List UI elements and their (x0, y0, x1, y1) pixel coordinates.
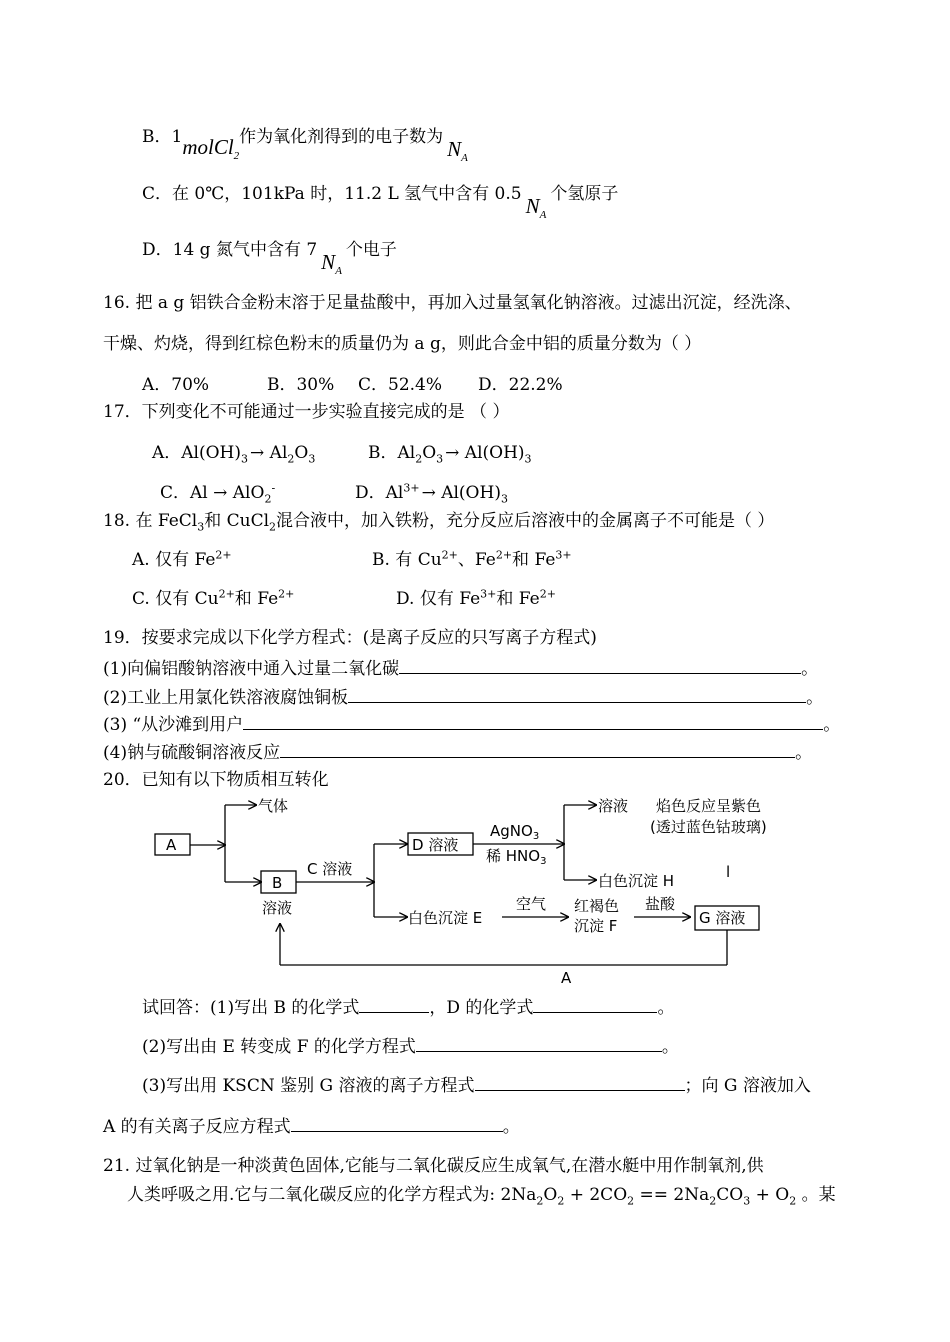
answer-blank[interactable] (291, 1115, 503, 1132)
q16-line1: 16. 把 a g 铝铁合金粉末溶于足量盐酸中，再加入过量氢氧化钠溶液。过滤出沉淀，经洗涤、 (103, 293, 802, 313)
q18-option-d: D. 仅有 $Fe^{3+}$和 $Fe^{2+}$ (396, 587, 556, 609)
label-gas: 气体 (258, 797, 289, 815)
label-white-precipitate-h: 白色沉淀 H (598, 872, 675, 890)
q20-part3-cont: A 的有关离子反应方程式 。 (103, 1117, 520, 1137)
q21-line2: 人类呼吸之用.它与二氧化碳反应的化学方程式为: $2Na_2O_2 + 2CO_2 == 2Na_2CO_3 + O_2$ 。某 (127, 1185, 836, 1208)
mol-cl2-formula: molCl$_2$ (182, 135, 240, 163)
answer-blank[interactable] (475, 1074, 685, 1091)
na-symbol: $N_A$ (525, 194, 547, 222)
q19-part4: (4)钠与硫酸铜溶液反应 。 (103, 743, 813, 763)
na-symbol: $N_A$ (321, 250, 342, 278)
label-solution: 溶液 (598, 797, 629, 815)
q20-part3: (3)写出用 KSCN 鉴别 G 溶液的离子方程式 ；向 G 溶液加入 (142, 1076, 811, 1096)
label-a: A (166, 836, 177, 854)
answer-blank[interactable] (416, 1035, 662, 1052)
q17-option-a: A．$Al(OH)_3 \to Al_2O_3$ (152, 443, 316, 466)
label-d-solution: D 溶液 (412, 836, 459, 854)
q17-option-d: D．$Al^{3+} \to Al(OH)_3$ (355, 481, 508, 506)
answer-blank[interactable] (280, 741, 795, 758)
label-air: 空气 (516, 895, 547, 913)
label-g-solution: G 溶液 (699, 909, 746, 927)
answer-blank[interactable] (533, 996, 657, 1013)
label-bottom-a: A (561, 969, 572, 987)
label-red-brown: 红褐色 (574, 897, 620, 915)
label-b: B (272, 874, 283, 892)
q15-option-b: B．1molCl$_2$作为氧化剂得到的电子数为 $N_A$ (142, 127, 468, 165)
label-hno3: 稀 $HNO_3$ (486, 847, 547, 867)
label-hcl: 盐酸 (645, 895, 676, 913)
q19-part2: (2)工业上用氯化铁溶液腐蚀铜板 。 (103, 688, 824, 708)
q18-option-a: A. 仅有 $Fe^{2+}$ (132, 548, 232, 570)
q16-option-b: B．30% (267, 375, 335, 395)
q16-option-a: A．70% (142, 375, 210, 395)
q17-option-c: C．Al → AlO$_2$- (160, 481, 276, 506)
q16-option-c: C．52.4% (358, 375, 443, 395)
label-mark: l (726, 863, 731, 881)
q18-option-c: C. 仅有 $Cu^{2+}$和 $Fe^{2+}$ (132, 587, 295, 609)
q17-stem: 17．下列变化不可能通过一步实验直接完成的是 （ ） (103, 402, 510, 422)
q19-stem: 19．按要求完成以下化学方程式：(是离子反应的只写离子方程式) (103, 628, 597, 648)
q20-part1: 试回答：(1)写出 B 的化学式 ，D 的化学式 。 (142, 998, 675, 1018)
q15-option-d: D．14 g 氮气中含有 7 $N_A$个电子 (142, 240, 397, 278)
q20-part2: (2)写出由 E 转变成 F 的化学方程式 。 (142, 1037, 679, 1057)
conversion-diagram (150, 795, 780, 990)
label-c-solution: C 溶液 (307, 860, 353, 878)
q16-line2: 干燥、灼烧，得到红棕色粉末的质量仍为 a g，则此合金中铝的质量分数为（ ） (103, 334, 702, 354)
q21-line1: 21. 过氧化钠是一种淡黄色固体,它能与二氧化碳反应生成氧气,在潜水艇中用作制氧剂,供 (103, 1156, 764, 1176)
answer-blank[interactable] (399, 657, 801, 674)
q19-part1: (1)向偏铝酸钠溶液中通入过量二氧化碳 。 (103, 659, 819, 679)
q20-stem: 20．已知有以下物质相互转化 (103, 770, 329, 790)
label-flame: 焰色反应呈紫色 (656, 797, 762, 815)
answer-blank[interactable] (348, 686, 806, 703)
na-symbol: $N_A$ (447, 137, 468, 165)
q19-part3: (3) “从沙滩到用户 。 (103, 715, 841, 735)
q18-stem: 18. 在 FeCl$_3$和 CuCl$_2$混合液中，加入铁粉，充分反应后溶液中的金属离子不可能是（ ） (103, 511, 775, 534)
label-precipitate-f: 沉淀 F (574, 917, 618, 935)
answer-blank[interactable] (243, 713, 823, 730)
label-white-precipitate-e: 白色沉淀 E (408, 909, 483, 927)
label-agno3: AgNO$_3$ (490, 822, 540, 842)
q16-option-d: D．22.2% (478, 375, 563, 395)
q17-option-b: B．$Al_2O_3 \to Al(OH)_3$ (368, 443, 532, 466)
q18-option-b: B. 有 $Cu^{2+}$、$Fe^{2+}$和 $Fe^{3+}$ (372, 548, 572, 570)
label-b-solution: 溶液 (262, 899, 293, 917)
label-cobalt-glass: (透过蓝色钴玻璃) (650, 818, 767, 836)
q15-option-c: C．在 0℃，101kPa 时，11.2 L 氢气中含有 0.5 $N_A$个氢原子 (142, 184, 619, 222)
answer-blank[interactable] (359, 996, 429, 1013)
